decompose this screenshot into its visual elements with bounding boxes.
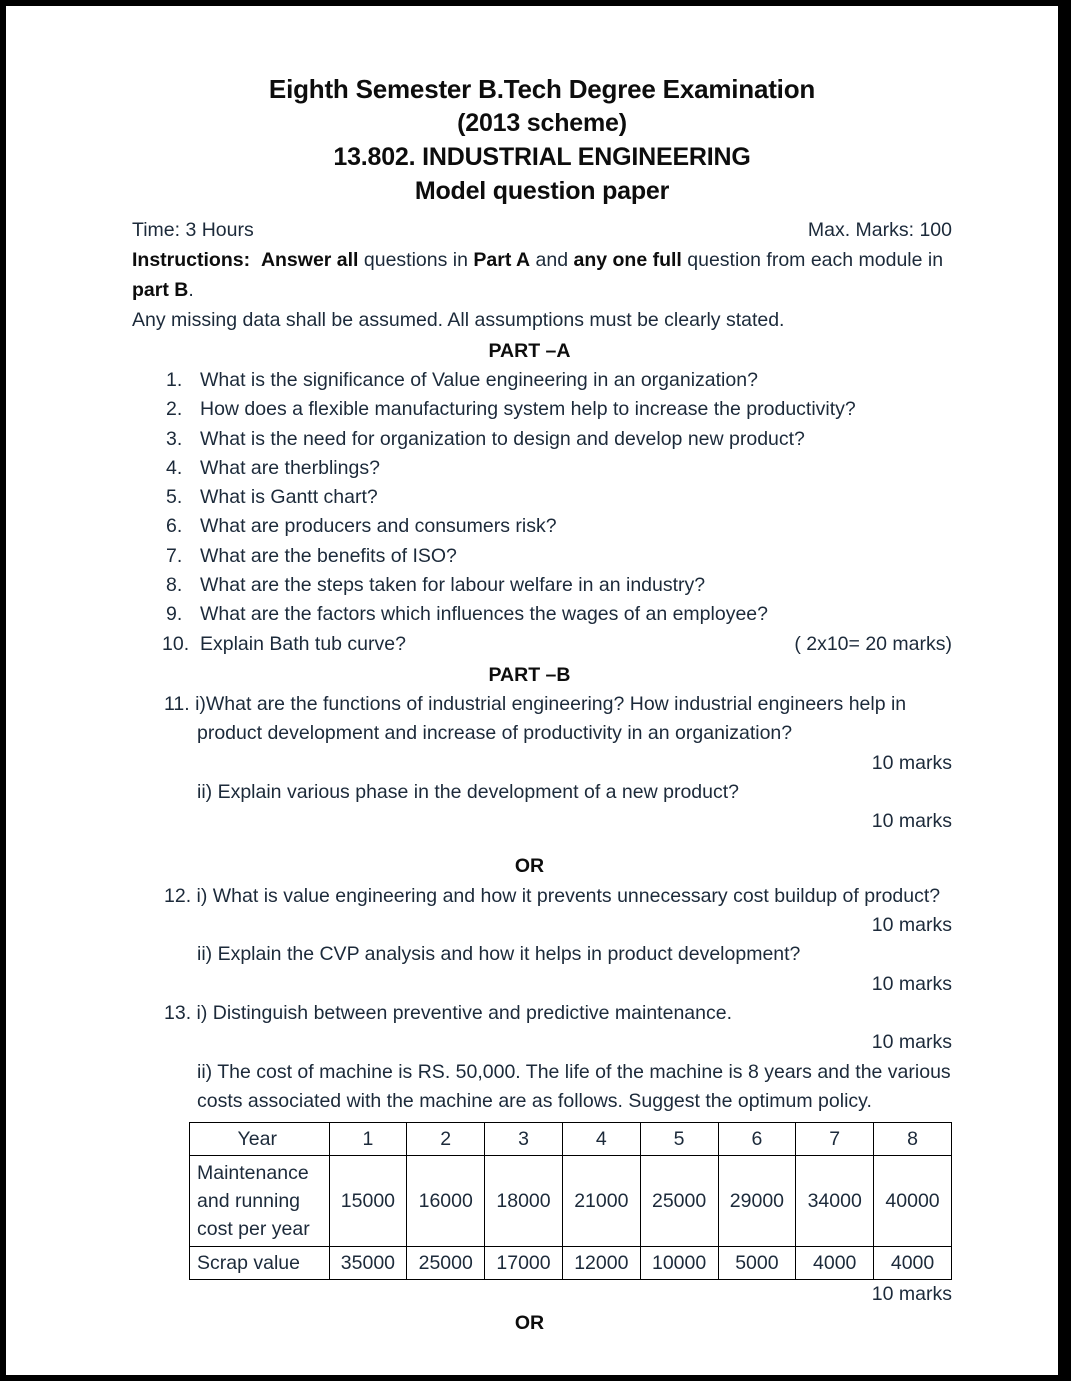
question-number: 8. — [166, 574, 183, 597]
cell-maintenance-1: 15000 — [329, 1156, 407, 1247]
cell-scrap-header: Scrap value — [190, 1247, 330, 1280]
question-11-line-2: product development and increase of productivity in an organization? — [197, 722, 793, 745]
question-text: What are producers and consumers risk? — [200, 515, 557, 538]
part-a-question-10 — [132, 630, 952, 659]
question-12-sub-ii: ii) Explain the CVP analysis and how it helps in product development? — [197, 943, 801, 966]
instructions-answer-all: Answer all — [260, 249, 359, 271]
exam-meta-row — [132, 216, 952, 245]
cell-year-3: 3 — [485, 1123, 563, 1156]
cell-scrap-1: 35000 — [329, 1247, 407, 1280]
cell-year-4: 4 — [562, 1123, 640, 1156]
question-12-marks-ii: 10 marks — [871, 972, 952, 995]
part-a-question-4 — [132, 454, 952, 483]
cell-maintenance-5: 25000 — [640, 1156, 718, 1247]
part-b-question-12 — [132, 882, 952, 999]
question-text: What are the steps taken for labour welfare in an industry? — [200, 574, 706, 597]
exam-title-line-2: (2013 scheme) — [457, 109, 627, 137]
part-a-total-marks: ( 2x10= 20 marks) — [794, 632, 952, 655]
question-12-line-1: 12. i) What is value engineering and how it prevents unnecessary cost buildup of product? — [164, 884, 941, 907]
question-number: 4. — [166, 456, 183, 479]
part-a-question-7 — [132, 542, 952, 571]
cell-scrap-6: 5000 — [718, 1247, 796, 1280]
question-text: What are the benefits of ISO? — [200, 544, 457, 567]
question-number: 5. — [166, 486, 183, 509]
question-11-sub-ii: ii) Explain various phase in the development of a new product? — [197, 780, 739, 803]
part-a-question-3 — [132, 425, 952, 454]
question-text: What are therblings? — [200, 456, 380, 479]
exam-title-line-1: Eighth Semester B.Tech Degree Examination — [268, 74, 816, 104]
cell-year-7: 7 — [796, 1123, 874, 1156]
instructions-line — [132, 245, 952, 305]
question-13-marks-ii: 10 marks — [871, 1283, 952, 1306]
question-text: What is the significance of Value engineering in an organization? — [200, 369, 758, 391]
question-12-marks-i: 10 marks — [871, 914, 952, 937]
title-block — [132, 72, 952, 208]
question-13-marks-i: 10 marks — [871, 1031, 952, 1054]
cell-maintenance-4: 21000 — [562, 1156, 640, 1247]
or-divider-1: OR — [514, 855, 545, 878]
question-13-line-1: 13. i) Distinguish between preventive and predictive maintenance. — [164, 1001, 732, 1024]
document-content — [132, 72, 952, 1339]
assumption-note: Any missing data shall be assumed. All assumptions must be clearly stated. — [132, 309, 785, 331]
cell-scrap-2: 25000 — [407, 1247, 485, 1280]
question-number: 9. — [166, 603, 183, 626]
cell-scrap-8: 4000 — [874, 1247, 952, 1280]
cell-year-5: 5 — [640, 1123, 718, 1156]
instructions-seg8: . — [188, 279, 194, 301]
table-row-scrap — [190, 1247, 952, 1280]
question-text: How does a flexible manufacturing system help to increase the productivity? — [200, 398, 856, 421]
cell-maintenance-6: 29000 — [718, 1156, 796, 1247]
question-text: What are the factors which influences the wages of an employee? — [200, 603, 768, 626]
cell-scrap-3: 17000 — [485, 1247, 563, 1280]
maintenance-header-line-2: and running — [197, 1190, 301, 1213]
exam-title-line-4: Model question paper — [414, 177, 670, 205]
question-number: 2. — [166, 398, 183, 421]
cell-year-2: 2 — [407, 1123, 485, 1156]
question-number: 10. — [162, 632, 190, 655]
spacer-before-or-1 — [132, 836, 952, 852]
cell-scrap-4: 12000 — [562, 1247, 640, 1280]
part-b-heading: PART –B — [488, 663, 571, 686]
part-a-question-list — [132, 366, 952, 659]
question-10-row — [200, 630, 952, 659]
part-b-question-11 — [132, 690, 952, 836]
cell-scrap-5: 10000 — [640, 1247, 718, 1280]
or-divider-2: OR — [514, 1312, 545, 1335]
instructions-part-a: Part A — [473, 249, 531, 271]
part-b-question-13 — [132, 999, 952, 1309]
question-text: What is Gantt chart? — [200, 486, 378, 509]
max-marks-label: Max. Marks: 100 — [807, 219, 952, 241]
cell-year-6: 6 — [718, 1123, 796, 1156]
part-a-question-5 — [132, 483, 952, 512]
question-11-line-1: 11. i)What are the functions of industrial engineering? How industrial engineers help in — [164, 692, 907, 715]
part-a-question-9 — [132, 600, 952, 629]
question-11-marks-i: 10 marks — [871, 751, 952, 774]
cost-table-wrapper — [189, 1122, 952, 1280]
maintenance-header-line-3: cost per year — [197, 1218, 310, 1241]
part-a-question-8 — [132, 571, 952, 600]
instructions-spacer — [250, 249, 261, 271]
instructions-seg2: questions in — [358, 249, 474, 271]
cell-maintenance-7: 34000 — [796, 1156, 874, 1247]
question-11-marks-ii: 10 marks — [871, 810, 952, 833]
page-inner — [6, 6, 1058, 1375]
part-a-heading: PART –A — [488, 340, 571, 362]
question-13-sub-ii-line-1: ii) The cost of machine is RS. 50,000. The life of the machine is 8 years and the various — [197, 1060, 951, 1083]
question-number: 6. — [166, 515, 183, 538]
table-row-year — [190, 1123, 952, 1156]
table-row-maintenance — [190, 1156, 952, 1247]
instructions-any-one-full: any one full — [573, 249, 682, 271]
part-a-question-6 — [132, 512, 952, 541]
question-text: What is the need for organization to design and develop new product? — [200, 427, 805, 450]
question-number: 3. — [166, 427, 183, 450]
cell-year-8: 8 — [874, 1123, 952, 1156]
instructions-seg4: and — [530, 249, 574, 271]
part-a-question-2 — [132, 395, 952, 424]
cell-year-header: Year — [190, 1123, 330, 1156]
exam-title-line-3: 13.802. INDUSTRIAL ENGINEERING — [333, 143, 751, 171]
maintenance-header-line-1: Maintenance — [197, 1162, 309, 1185]
question-number: 7. — [166, 544, 183, 567]
instructions-part-b: part B — [132, 279, 189, 301]
cell-scrap-7: 4000 — [796, 1247, 874, 1280]
instructions-lead: Instructions: — [132, 249, 251, 271]
time-label: Time: 3 Hours — [132, 219, 254, 241]
question-number: 1. — [166, 369, 183, 391]
cell-maintenance-header — [190, 1156, 330, 1247]
cell-maintenance-3: 18000 — [485, 1156, 563, 1247]
machine-cost-table — [189, 1122, 952, 1280]
cell-maintenance-8: 40000 — [874, 1156, 952, 1247]
cell-maintenance-2: 16000 — [407, 1156, 485, 1247]
cell-year-1: 1 — [329, 1123, 407, 1156]
question-13-sub-ii-line-2: costs associated with the machine are as follows. Suggest the optimum policy. — [197, 1089, 872, 1112]
part-a-question-1 — [132, 366, 952, 395]
instructions-seg6: question from each module in — [681, 249, 944, 271]
question-text: Explain Bath tub curve? — [200, 632, 406, 655]
